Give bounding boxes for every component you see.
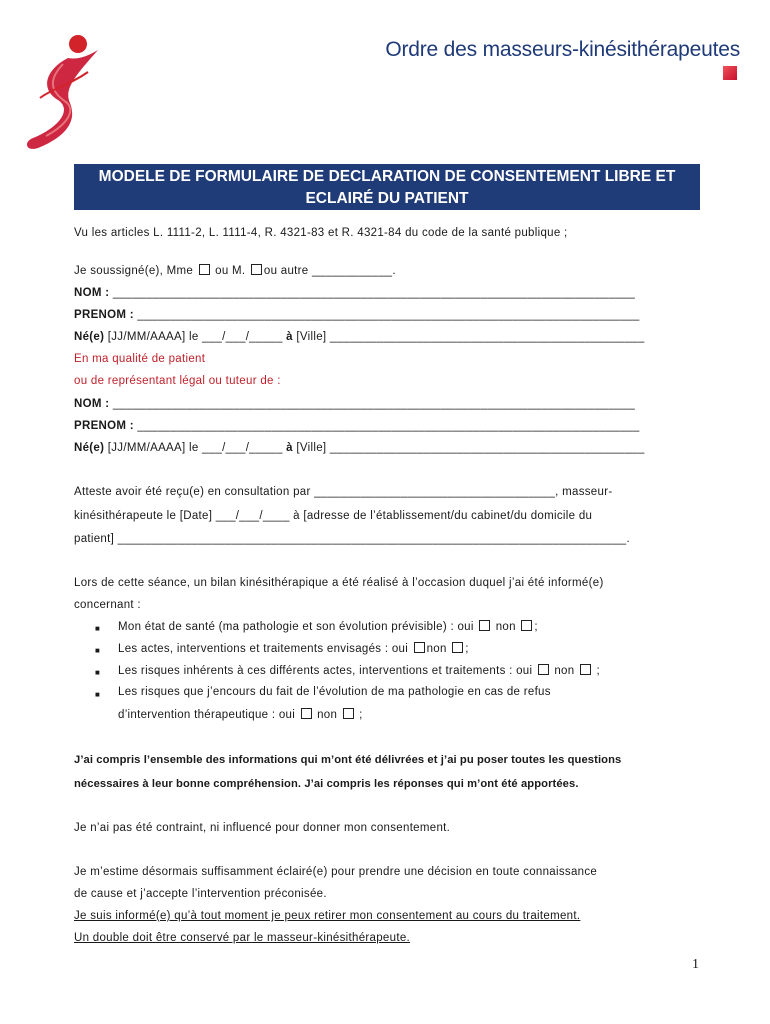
atteste-line-2: kinésithérapeute le [Date] ___/___/____ à [adresse de l’établissement/du cabinet/du domicile du bbox=[74, 510, 593, 522]
ne-label-2: Né(e) bbox=[74, 442, 105, 454]
nom-field-2[interactable] bbox=[74, 398, 635, 410]
risques-oui-checkbox[interactable] bbox=[538, 664, 549, 675]
title-banner bbox=[74, 164, 700, 210]
mme-checkbox[interactable] bbox=[199, 264, 210, 275]
actes-oui-checkbox[interactable] bbox=[414, 642, 425, 653]
list-item-refus-line-2: d’intervention thérapeutique : oui non ; bbox=[118, 709, 363, 721]
prenom-field-2[interactable] bbox=[74, 420, 640, 432]
item2-non: non bbox=[426, 643, 447, 655]
soussigne-text-c: ou autre ____________. bbox=[263, 265, 396, 277]
m-checkbox[interactable] bbox=[251, 264, 262, 275]
item2-text: Les actes, interventions et traitements envisagés : oui bbox=[118, 643, 409, 655]
prenom-line: ___________________________________________________________________________ bbox=[133, 309, 640, 321]
refus-non-checkbox[interactable] bbox=[343, 708, 354, 719]
list-item-actes: Les actes, interventions et traitements envisagés : oui non ; bbox=[118, 643, 469, 655]
nom-field[interactable] bbox=[74, 287, 635, 299]
soussigne-text-b: ou M. bbox=[215, 265, 246, 277]
etat-oui-checkbox[interactable] bbox=[479, 620, 490, 631]
ne-date: [JJ/MM/AAAA] le ___/___/_____ bbox=[104, 331, 287, 343]
item1-text: Mon état de santé (ma pathologie et son évolution prévisible) : oui bbox=[118, 621, 474, 633]
bullet-icon: ■ bbox=[95, 690, 100, 699]
risques-non-checkbox[interactable] bbox=[580, 664, 591, 675]
prenom-field[interactable] bbox=[74, 309, 640, 321]
ne-date-2: [JJ/MM/AAAA] le ___/___/_____ bbox=[104, 442, 287, 454]
item1-non: non bbox=[495, 621, 516, 633]
bullet-icon: ■ bbox=[95, 624, 100, 633]
seance-line-1: Lors de cette séance, un bilan kinésithérapique a été réalisé à l’occasion duquel j’ai été informé(e) bbox=[74, 577, 604, 589]
retirer-text: Je suis informé(e) qu’à tout moment je peux retirer mon consentement au cours du traitement. bbox=[74, 910, 581, 922]
compris-line-1: J’ai compris l’ensemble des informations qui m’ont été délivrées et j’ai pu poser toutes les questions bbox=[74, 754, 622, 766]
page-number: 1 bbox=[692, 957, 699, 972]
refus-oui-checkbox[interactable] bbox=[301, 708, 312, 719]
atteste-line-1: Atteste avoir été reçu(e) en consultation par ____________________________________, masseur- bbox=[74, 486, 613, 498]
title-line-1: MODELE DE FORMULAIRE DE DECLARATION DE CONSENTEMENT LIBRE ET bbox=[98, 168, 676, 185]
qualite-patient: En ma qualité de patient bbox=[74, 353, 206, 365]
prenom-label-2: PRENOM : bbox=[74, 420, 134, 432]
naissance-field-2[interactable] bbox=[74, 442, 645, 454]
title-line-2: ECLAIRÉ DU PATIENT bbox=[305, 190, 469, 207]
nom-line: ______________________________________________________________________________ bbox=[109, 287, 636, 299]
atteste-line-3: patient] ____________________________________________________________________________. bbox=[74, 533, 630, 545]
bullet-icon: ■ bbox=[95, 668, 100, 677]
item3-non: non bbox=[554, 665, 575, 677]
etat-non-checkbox[interactable] bbox=[521, 620, 532, 631]
ne-label: Né(e) bbox=[74, 331, 105, 343]
soussigne-text-a: Je soussigné(e), Mme bbox=[74, 265, 194, 277]
double-text: Un double doit être conservé par le masseur-kinésithérapeute. bbox=[74, 932, 411, 944]
nom-label: NOM : bbox=[74, 287, 110, 299]
naissance-field[interactable] bbox=[74, 331, 645, 343]
soussigne-line bbox=[74, 264, 396, 277]
prenom-line-2: ___________________________________________________________________________ bbox=[133, 420, 640, 432]
contraint-text: Je n’ai pas été contraint, ni influencé pour donner mon consentement. bbox=[74, 822, 451, 834]
list-item-risques: Les risques inhérents à ces différents actes, interventions et traitements : oui non ; bbox=[118, 665, 600, 677]
a-label-2: à bbox=[286, 442, 293, 454]
nom-label-2: NOM : bbox=[74, 398, 110, 410]
compris-line-2: nécessaires à leur bonne compréhension. J’ai compris les réponses qui m’ont été apportées. bbox=[74, 778, 579, 790]
organization-name: Ordre des masseurs-kinésithérapeutes bbox=[385, 38, 740, 61]
prenom-label: PRENOM : bbox=[74, 309, 134, 321]
articles-text: Vu les articles L. 1111-2, L. 1111-4, R. 4321-83 et R. 4321-84 du code de la santé publique ; bbox=[74, 227, 568, 239]
representant-legal: ou de représentant légal ou tuteur de : bbox=[74, 375, 281, 387]
list-item-etat-sante: Mon état de santé (ma pathologie et son évolution prévisible) : oui non ; bbox=[118, 621, 538, 633]
brand-square bbox=[723, 66, 737, 80]
a-label: à bbox=[286, 331, 293, 343]
ordre-logo bbox=[18, 28, 108, 156]
list-item-refus-line-1: Les risques que j’encours du fait de l’évolution de ma pathologie en cas de refus bbox=[118, 686, 551, 698]
estime-line-1: Je m’estime désormais suffisamment éclairé(e) pour prendre une décision en toute connaissance bbox=[74, 866, 598, 878]
actes-non-checkbox[interactable] bbox=[452, 642, 463, 653]
seance-line-2: concernant : bbox=[74, 599, 141, 611]
estime-line-2: de cause et j’accepte l’intervention préconisée. bbox=[74, 888, 327, 900]
item4-non: non bbox=[317, 709, 338, 721]
ne-ville: [Ville] _______________________________________________ bbox=[292, 331, 645, 343]
bullet-icon: ■ bbox=[95, 646, 100, 655]
nom-line-2: ______________________________________________________________________________ bbox=[109, 398, 636, 410]
ne-ville-2: [Ville] _______________________________________________ bbox=[292, 442, 645, 454]
item3-text: Les risques inhérents à ces différents actes, interventions et traitements : oui bbox=[118, 665, 533, 677]
item4-text: d’intervention thérapeutique : oui bbox=[118, 709, 296, 721]
